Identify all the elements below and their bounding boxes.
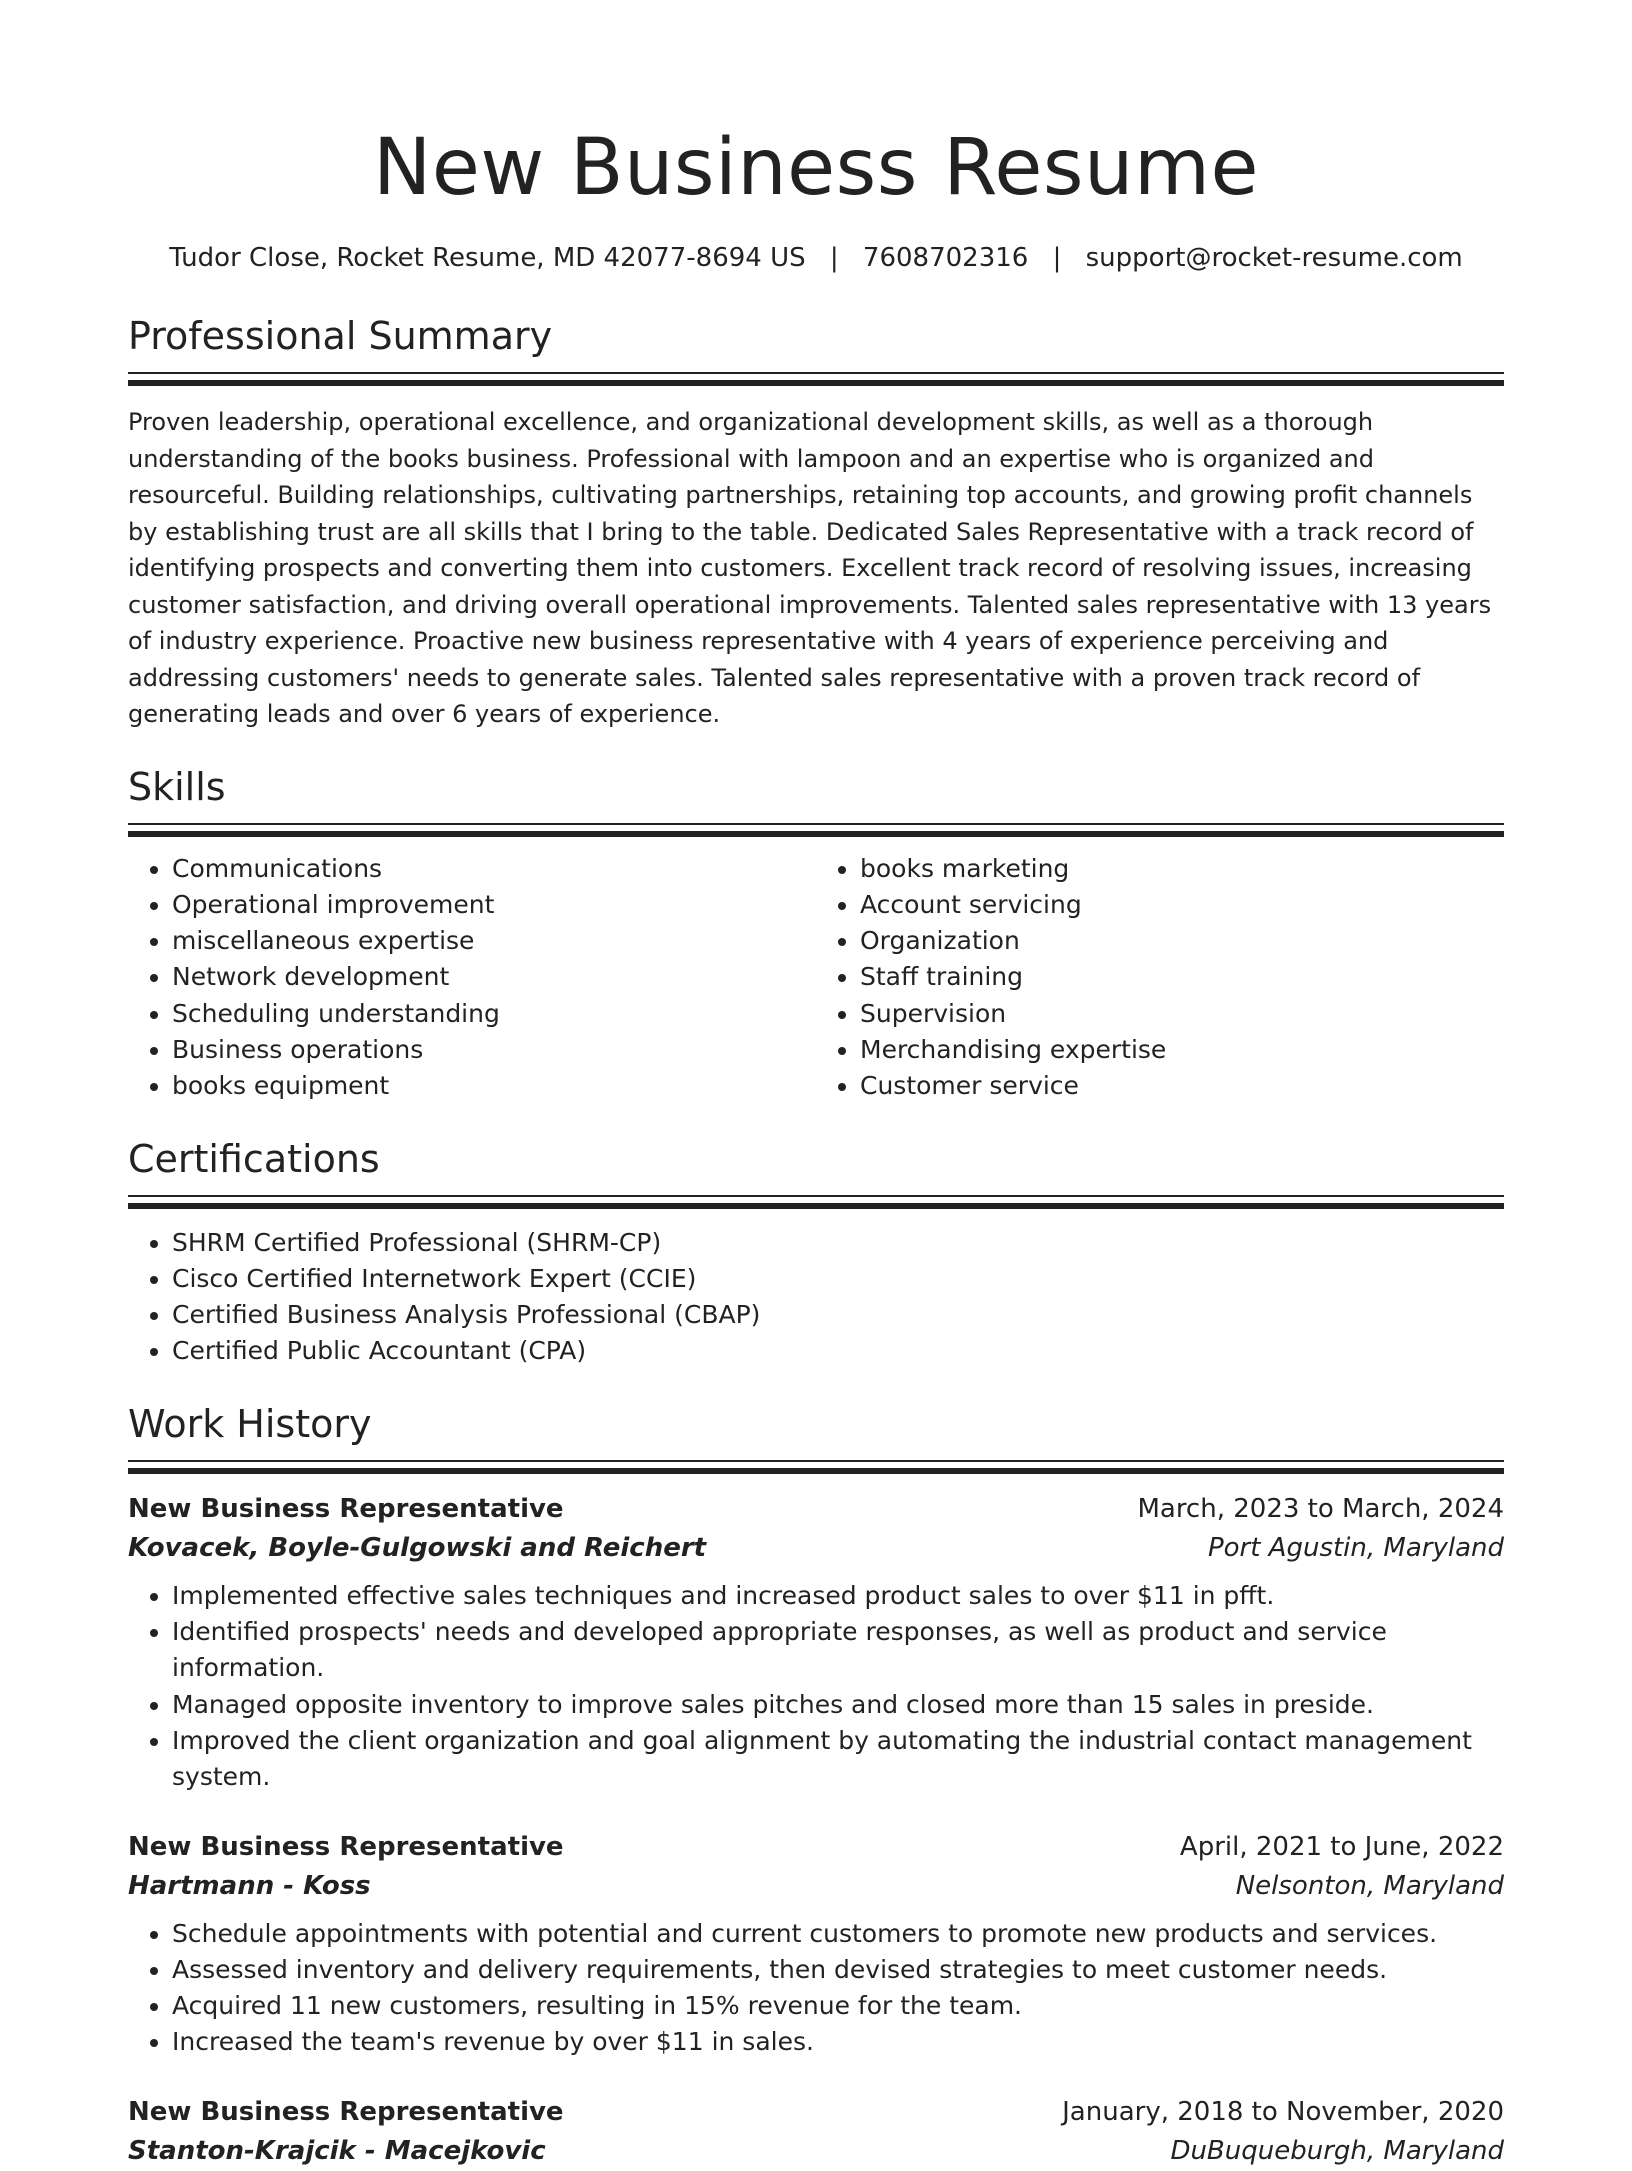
skills-section: [128, 763, 1504, 1105]
job-company: Hartmann - Koss: [128, 1870, 371, 1901]
job-bullet: • Managed opposite inventory to improve sales pitches and closed more than 15 sales in preside.: [172, 1687, 1504, 1723]
job-location: Nelsonton, Maryland: [1235, 1870, 1504, 1901]
contact-separator: |: [1052, 243, 1062, 273]
job-bullet: • Assessed inventory and delivery requirements, then devised strategies to meet customer needs.: [172, 1952, 1504, 1988]
job-bullet: • Improved the client organization and goal alignment by automating the industrial contact management system.: [172, 1723, 1504, 1796]
certification-list: [128, 1225, 1504, 1370]
job-subheader: [128, 2131, 1504, 2171]
skills-column-left: [128, 851, 816, 1105]
skill-item: • Organization: [860, 923, 1504, 959]
skill-item: • Customer service: [860, 1068, 1504, 1104]
skill-item: • miscellaneous expertise: [172, 923, 816, 959]
section-divider: [128, 1195, 1504, 1209]
job-bullet: • Acquired 11 new customers, resulting in 15% revenue for the team.: [172, 1988, 1504, 2024]
skill-item: • Operational improvement: [172, 887, 816, 923]
job-entry: [128, 2093, 1504, 2171]
job-location: DuBuqueburgh, Maryland: [1170, 2135, 1504, 2166]
skill-item: • Merchandising expertise: [860, 1032, 1504, 1068]
job-header: [128, 1490, 1504, 1528]
section-divider: [128, 372, 1504, 386]
job-company: Kovacek, Boyle-Gulgowski and Reichert: [128, 1532, 707, 1563]
job-bullet: • Identified prospects' needs and developed appropriate responses, as well as product and service information.: [172, 1614, 1504, 1687]
skill-item: • Account servicing: [860, 887, 1504, 923]
job-title: New Business Representative: [128, 2096, 564, 2127]
job-location: Port Agustin, Maryland: [1207, 1532, 1504, 1563]
job-entry: [128, 1828, 1504, 2061]
section-title-skills: Skills: [128, 764, 226, 809]
skill-item: • Network development: [172, 959, 816, 995]
section-title-summary: Professional Summary: [128, 314, 553, 358]
summary-section: [128, 312, 1504, 733]
certification-item: • Certified Public Accountant (CPA): [172, 1333, 1504, 1369]
certification-item: • Certified Business Analysis Professional (CBAP): [172, 1297, 1504, 1333]
job-dates: January, 2018 to November, 2020: [1062, 2096, 1504, 2127]
skill-item: • Scheduling understanding: [172, 996, 816, 1032]
skills-column-right: [816, 851, 1504, 1105]
section-title-certifications: Certifications: [128, 1136, 380, 1181]
job-subheader: [128, 1528, 1504, 1568]
skills-grid: [128, 851, 1504, 1105]
job-title: New Business Representative: [128, 1493, 564, 1524]
job-bullet: • Implemented effective sales techniques and increased product sales to over $11 in pfft.: [172, 1578, 1504, 1614]
certification-item: • Cisco Certified Internetwork Expert (CCIE): [172, 1261, 1504, 1297]
section-divider: [128, 823, 1504, 837]
job-title: New Business Representative: [128, 1831, 564, 1862]
certification-item: • SHRM Certified Professional (SHRM-CP): [172, 1225, 1504, 1261]
contact-separator: |: [829, 243, 839, 273]
contact-address: Tudor Close, Rocket Resume, MD 42077-8694 US: [169, 243, 806, 273]
summary-text: Proven leadership, operational excellence, and organizational development skills, as well as a thorough understanding of the books business. Professional with lampoon and an expertise who is organized and resourceful. Building relationships, cultivating partnerships, retaining top accounts, and growing profit channels by establishing trust are all skills that I bring to the table. Dedicated Sales Representative with a track record of identifying prospects and converting them into customers. Excellent track record of resolving issues, increasing customer satisfaction, and driving overall operational improvements. Talented sales representative with 13 years of industry experience. Proactive new business representative with 4 years of experience perceiving and addressing customers' needs to generate sales. Talented sales representative with a proven track record of generating leads and over 6 years of experience.: [128, 408, 1492, 728]
skill-item: • books marketing: [860, 851, 1504, 887]
skill-item: • Business operations: [172, 1032, 816, 1068]
job-bullet-list: [128, 1916, 1504, 2061]
job-header: [128, 1828, 1504, 1866]
contact-line: [128, 240, 1504, 276]
certifications-section: [128, 1135, 1504, 1370]
skill-item: • Staff training: [860, 959, 1504, 995]
job-dates: March, 2023 to March, 2024: [1137, 1493, 1504, 1524]
skill-item: • Communications: [172, 851, 816, 887]
job-dates: April, 2021 to June, 2022: [1179, 1831, 1504, 1862]
contact-phone: 7608702316: [862, 243, 1029, 273]
job-subheader: [128, 1866, 1504, 1906]
section-divider: [128, 1460, 1504, 1474]
job-bullet: • Increased the team's revenue by over $11 in sales.: [172, 2024, 1504, 2060]
job-entry: [128, 1490, 1504, 1796]
contact-email: support@rocket-resume.com: [1085, 243, 1463, 273]
work-history-section: [128, 1400, 1504, 2171]
job-bullet: • Schedule appointments with potential and current customers to promote new products and services.: [172, 1916, 1504, 1952]
job-company: Stanton-Krajcik - Macejkovic: [128, 2135, 546, 2166]
skill-item: • books equipment: [172, 1068, 816, 1104]
section-title-work-history: Work History: [128, 1401, 372, 1446]
job-bullet-list: [128, 1578, 1504, 1796]
resume-title: New Business Resume: [373, 123, 1259, 213]
skill-item: • Supervision: [860, 996, 1504, 1032]
